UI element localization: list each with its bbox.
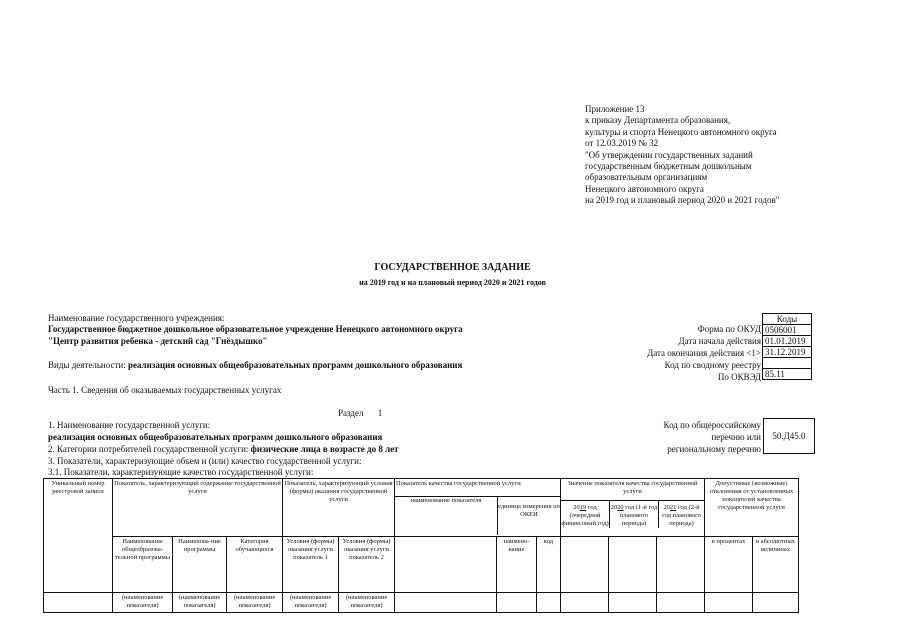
codes-table [762, 313, 812, 380]
year-1-number: 19 [579, 504, 587, 511]
note-cell-empty [537, 593, 561, 613]
header-quality-title: Показатель качества государственной услуги [396, 480, 521, 487]
col-year-1-empty [561, 537, 609, 593]
year-2-prefix: 20 [610, 504, 618, 511]
annex-line: Приложение 13 [585, 104, 645, 114]
col-program-kind: Наименова-ние программы [173, 537, 227, 593]
note-cell-empty [609, 593, 657, 613]
col-condition-1: Условия (формы) оказания услуги показатель 1 [283, 537, 339, 593]
header-conditions-indicator: Показатель, характеризующий условия (формы) оказания государственной услуги [283, 479, 395, 537]
col-condition-2: Условия (формы) оказания услуги показатель 2 [339, 537, 395, 593]
annex-line: Ненецкого автономного округа [585, 183, 704, 194]
annex-line: "Об утверждении государственных заданий [585, 149, 753, 160]
header-indicator-name: наименование показателя [395, 496, 498, 535]
col-percent: в процентах [705, 537, 753, 593]
quality-table [43, 478, 799, 613]
document-title: ГОСУДАРСТВЕННОЕ ЗАДАНИЕ [374, 262, 531, 273]
col-indicator-name-empty [395, 537, 497, 593]
header-value [561, 479, 705, 537]
institution-name-line1: Государственное бюджетное дошкольное образовательное учреждение Ненецкого автономного округа [48, 324, 463, 334]
code-value-okved: 85.11 [763, 369, 812, 380]
part-heading: Часть 1. Сведения об оказываемых государственных услугах [48, 385, 282, 395]
header-value-title: Значение показателя качества государственной услуги [567, 480, 698, 495]
header-years [561, 500, 704, 528]
note-cell-empty [705, 593, 753, 613]
annex-line: на 2019 год и плановый период 2020 и 2021 годов" [585, 195, 780, 206]
note-cell-empty [395, 593, 497, 613]
header-deviation: Допустимые (возможные) отклонения от установленных показателей качества государственной услуги [705, 479, 799, 537]
code-value-end: 31.12.2019 [763, 347, 812, 358]
col-program-name: Наименование общеобразова-тельной программы [113, 537, 173, 593]
annex-line: образовательным организациям [585, 172, 708, 183]
year-1-prefix: 20 [573, 504, 580, 511]
code-value-registry [763, 358, 812, 369]
note-cell-empty [657, 593, 705, 613]
header-quality-indicator [395, 479, 561, 537]
codes-header: Коды [763, 314, 812, 325]
header-content-indicator: Показатель, характеризующий содержание государственной услуги [113, 479, 283, 537]
header-year-3 [659, 501, 704, 528]
col-student-category: Категория обучающихся [227, 537, 283, 593]
consumers-line [48, 444, 399, 454]
note-cell-empty [561, 593, 609, 613]
note-cell-empty [44, 593, 113, 613]
col-unit-name: наимено-вание [497, 537, 537, 593]
header-unique-number: Уникальный номер реестровой записи [44, 479, 113, 593]
consumers-value: физические лица в возрасте до 8 лет [250, 444, 399, 454]
note-cell: (наименование показателя) [113, 593, 173, 613]
quality-label: 3.1. Показатели, характеризующие качество государственной услуги: [48, 467, 314, 477]
year-3-caption: год (2-й год планового периода) [662, 504, 701, 527]
col-year-2-empty [609, 537, 657, 593]
service-label: 1. Наименование государственной услуги: [48, 420, 211, 430]
activity-value: реализация основных общеобразовательных программ дошкольного образования [127, 360, 463, 370]
code-label-okud: Форма по ОКУД [697, 324, 761, 334]
code-list-label-1: Код по общероссийскому [663, 420, 761, 430]
section-number: 1 [377, 408, 383, 418]
col-absolute: в абсолютных величинах [753, 537, 799, 593]
year-2-number: 20 [617, 504, 624, 511]
section-label: Раздел [338, 408, 364, 418]
activity-line [48, 360, 462, 370]
annex-block [585, 104, 779, 207]
code-value-okud: 0506001 [763, 325, 812, 336]
document-subtitle: на 2019 год и на плановый период 2020 и 2021 годов [359, 278, 546, 287]
annex-line: к приказу Департамента образования, [585, 115, 731, 126]
year-1-caption: год (очередной финансовый год) [561, 504, 609, 527]
code-value-start: 01.01.2019 [763, 336, 812, 347]
section-heading [338, 408, 382, 418]
year-2-caption: год (1-й год планового периода) [619, 504, 658, 527]
note-cell: (наименование показателя) [227, 593, 283, 613]
header-quality-sub [395, 496, 560, 535]
code-label-okved: По ОКВЭД [717, 372, 761, 382]
institution-name-line2: "Центр развития ребенка - детский сад "Гнёздышко" [48, 336, 268, 346]
col-year-3-empty [657, 537, 705, 593]
annex-line: государственным бюджетным дошкольным [585, 161, 752, 172]
note-cell: (наименование показателя) [173, 593, 227, 613]
annex-line: от 12.03.2019 № 32 [585, 138, 659, 149]
header-year-2 [610, 501, 659, 528]
code-label-start: Дата начала действия [678, 336, 761, 346]
indicators-label: 3. Показатели, характеризующие объем и (или) качество государственной услуги: [48, 456, 362, 466]
col-unit-code: код [537, 537, 561, 593]
code-label-end: Дата окончания действия <1> [647, 348, 761, 358]
institution-label: Наименование государственного учреждения: [48, 313, 225, 323]
header-unit: единица измерения по ОКЕИ [498, 496, 560, 535]
service-code-box: 50.Д45.0 [763, 418, 815, 454]
service-value: реализация основных общеобразовательных программ дошкольного образования [48, 432, 383, 442]
note-cell-empty [497, 593, 537, 613]
note-cell: (наименование показателя) [339, 593, 395, 613]
header-year-1 [561, 501, 610, 528]
annex-line: культуры и спорта Ненецкого автономного округа [585, 126, 777, 137]
activity-label: Виды деятельности: [48, 360, 126, 370]
consumers-label: 2. Категории потребителей государственной услуги: [48, 444, 249, 454]
note-cell: (наименование показателя) [283, 593, 339, 613]
code-label-registry: Код по сводному реестру [664, 360, 761, 370]
note-cell-empty [753, 593, 799, 613]
year-3-prefix: 20 [663, 504, 670, 511]
code-list-label-2: перечню или [711, 432, 761, 442]
code-list-label-3: региональному перечню [667, 444, 761, 454]
year-3-number: 21 [669, 504, 677, 511]
